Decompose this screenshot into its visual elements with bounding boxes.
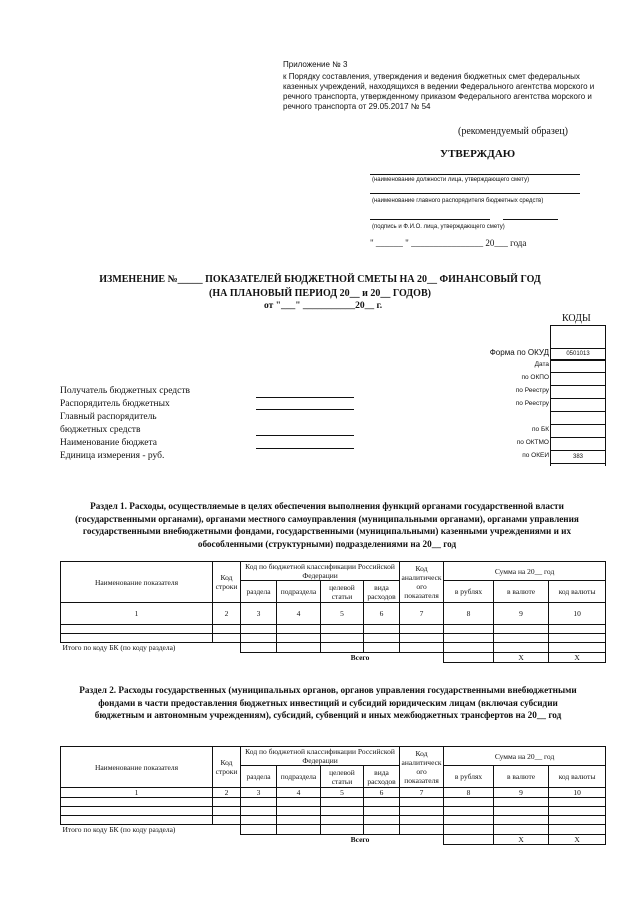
column-numbers-row bbox=[61, 788, 606, 798]
position-hint: (наименование должности лица, утверждающего смету) bbox=[372, 177, 530, 183]
oktmo-label: по ОКТМО bbox=[516, 439, 549, 446]
col-num: 10 bbox=[549, 788, 606, 798]
document-title: ИЗМЕНЕНИЕ №_____ ПОКАЗАТЕЛЕЙ БЮДЖЕТНОЙ СМЕТЫ НА 20__ ФИНАНСОВЫЙ ГОД bbox=[99, 274, 541, 285]
col-bk-header: Код по бюджетной классификации Российской Федерации bbox=[241, 747, 400, 766]
table-row[interactable] bbox=[61, 625, 606, 634]
bk-value[interactable] bbox=[550, 424, 606, 438]
table-row[interactable] bbox=[61, 816, 606, 825]
col-currency-code-header: код валюты bbox=[549, 581, 606, 603]
main-manager-line[interactable] bbox=[256, 435, 354, 436]
col-sum-header: Сумма на 20__ год bbox=[444, 747, 606, 766]
col-num: 4 bbox=[277, 788, 321, 798]
col-analytic-header: Код аналитическ ого показателя bbox=[400, 562, 444, 603]
total-bk-label: Итого по коду БК (по коду раздела) bbox=[61, 643, 241, 653]
recommended-sample: (рекомендуемый образец) bbox=[458, 126, 568, 137]
okei-value[interactable]: 383 bbox=[550, 450, 606, 464]
total-bk-label: Итого по коду БК (по коду раздела) bbox=[61, 825, 241, 835]
x-mark: X bbox=[494, 834, 549, 844]
signature-line[interactable] bbox=[370, 219, 490, 220]
section1-table bbox=[60, 561, 606, 663]
blank-code-value[interactable] bbox=[550, 411, 606, 425]
col-num: 7 bbox=[400, 603, 444, 625]
col-num: 3 bbox=[241, 603, 277, 625]
appendix-number: Приложение № 3 bbox=[283, 60, 348, 69]
okud-value[interactable]: 0501013 bbox=[550, 348, 606, 361]
col-num: 2 bbox=[213, 603, 241, 625]
col-currency-header: в валюте bbox=[494, 581, 549, 603]
approve-date: " ______ " ________________ 20___ года bbox=[370, 238, 527, 248]
col-name-header: Наименование показателя bbox=[61, 562, 213, 603]
col-num: 2 bbox=[213, 788, 241, 798]
col-currency-code-header: код валюты bbox=[549, 766, 606, 788]
col-num: 1 bbox=[61, 603, 213, 625]
codes-rows bbox=[440, 346, 605, 463]
x-mark: X bbox=[549, 834, 606, 844]
document-subtitle: (НА ПЛАНОВЫЙ ПЕРИОД 20__ и 20__ ГОДОВ) bbox=[209, 288, 431, 299]
col-bk-header: Код по бюджетной классификации Российской Федерации bbox=[241, 562, 400, 581]
col-analytic-header: Код аналитическ ого показателя bbox=[400, 747, 444, 788]
fio-line[interactable] bbox=[503, 219, 558, 220]
registry-label-2: по Реестру bbox=[515, 400, 549, 407]
okpo-label: по ОКПО bbox=[521, 374, 549, 381]
col-name-header: Наименование показателя bbox=[61, 747, 213, 788]
bk-label: по БК bbox=[532, 426, 549, 433]
col-num: 10 bbox=[549, 603, 606, 625]
grand-total-row bbox=[61, 652, 606, 662]
col-expense-header: вида расходов bbox=[364, 581, 400, 603]
section2-table bbox=[60, 746, 606, 845]
col-rub-header: в рублях bbox=[444, 766, 494, 788]
col-section-header: раздела bbox=[241, 766, 277, 788]
document-date: от "___" ___________20__ г. bbox=[264, 301, 383, 311]
manager-label: Распорядитель бюджетных bbox=[60, 399, 170, 409]
column-numbers-row bbox=[61, 603, 606, 625]
total-bk-row bbox=[61, 643, 606, 653]
col-num: 8 bbox=[444, 788, 494, 798]
col-num: 6 bbox=[364, 788, 400, 798]
main-manager-label-2: бюджетных средств bbox=[60, 425, 141, 435]
col-num: 9 bbox=[494, 788, 549, 798]
section2-title: Раздел 2. Расходы государственных (муниципальных органов, органов управления государственными внебюджетными фондами в части предоставления бюджетных инвестиций и субсидий юридическим лицам (включая субсидии бюджетным и автономным учреждениям), субсидий, субвенций и иных межбюджетных трансфертов на 20__ год bbox=[79, 685, 577, 720]
section1-title: Раздел 1. Расходы, осуществляемые в целях обеспечения выполнения функций органами государственной власти (государственными органами), органами местного самоуправления (муниципальными органами), органами управления государственными внебюджетными фондами, государственными (муниципальными) казенными учреждениями и их обособленными (структурными) подразделениями на 20__ год bbox=[75, 501, 579, 549]
okud-label: Форма по ОКУД bbox=[489, 348, 549, 357]
x-mark: X bbox=[494, 652, 549, 662]
okpo-value[interactable] bbox=[550, 372, 606, 386]
col-num: 1 bbox=[61, 788, 213, 798]
col-code-header: Код строки bbox=[213, 747, 241, 788]
total-bk-row bbox=[61, 825, 606, 835]
main-admin-line[interactable] bbox=[370, 193, 580, 194]
date-code-value[interactable] bbox=[550, 359, 606, 373]
grand-total-row bbox=[61, 834, 606, 844]
col-num: 6 bbox=[364, 603, 400, 625]
col-sum-header: Сумма на 20__ год bbox=[444, 562, 606, 581]
table-row[interactable] bbox=[61, 798, 606, 807]
position-line[interactable] bbox=[370, 174, 580, 175]
col-target-header: целевой статьи bbox=[321, 766, 364, 788]
budget-name-label: Наименование бюджета bbox=[60, 438, 157, 448]
approve-heading: УТВЕРЖДАЮ bbox=[440, 148, 516, 160]
col-num: 9 bbox=[494, 603, 549, 625]
registry-value-1[interactable] bbox=[550, 385, 606, 399]
budget-name-line[interactable] bbox=[256, 448, 354, 449]
date-code-label: Дата bbox=[534, 361, 549, 368]
col-num: 8 bbox=[444, 603, 494, 625]
col-num: 3 bbox=[241, 788, 277, 798]
table-row[interactable] bbox=[61, 634, 606, 643]
codes-header: КОДЫ bbox=[562, 313, 591, 324]
main-manager-label: Главный распорядитель bbox=[60, 412, 157, 422]
main-admin-hint: (наименование главного распорядителя бюджетных средств) bbox=[372, 198, 544, 204]
col-num: 4 bbox=[277, 603, 321, 625]
col-section-header: раздела bbox=[241, 581, 277, 603]
x-mark: X bbox=[549, 652, 606, 662]
recipient-label: Получатель бюджетных средств bbox=[60, 386, 190, 396]
oktmo-value[interactable] bbox=[550, 437, 606, 451]
col-currency-header: в валюте bbox=[494, 766, 549, 788]
manager-line[interactable] bbox=[256, 409, 354, 410]
registry-value-2[interactable] bbox=[550, 398, 606, 412]
grand-total-label: Всего bbox=[350, 834, 370, 844]
col-code-header: Код строки bbox=[213, 562, 241, 603]
appendix-text: к Порядку составления, утверждения и ведения бюджетных смет федеральных казенных учреждений, находящихся в ведении Федерального агентства морского и речного транспорта, утвержденному приказом Федерального агентства морского и речного транспорта от 29.05.2017 № 54 bbox=[283, 72, 595, 111]
col-subsection-header: подраздела bbox=[277, 581, 321, 603]
col-rub-header: в рублях bbox=[444, 581, 494, 603]
signature-hint: (подпись и Ф.И.О. лица, утверждающего смету) bbox=[372, 224, 505, 230]
col-num: 7 bbox=[400, 788, 444, 798]
col-num: 5 bbox=[321, 788, 364, 798]
col-expense-header: вида расходов bbox=[364, 766, 400, 788]
okei-label: по ОКЕИ bbox=[522, 452, 549, 459]
unit-label: Единица измерения - руб. bbox=[60, 451, 165, 461]
recipient-line[interactable] bbox=[256, 397, 354, 398]
grand-total-label: Всего bbox=[350, 652, 370, 662]
registry-label-1: по Реестру bbox=[515, 387, 549, 394]
table-row[interactable] bbox=[61, 807, 606, 816]
col-num: 5 bbox=[321, 603, 364, 625]
col-target-header: целевой статьи bbox=[321, 581, 364, 603]
col-subsection-header: подраздела bbox=[277, 766, 321, 788]
